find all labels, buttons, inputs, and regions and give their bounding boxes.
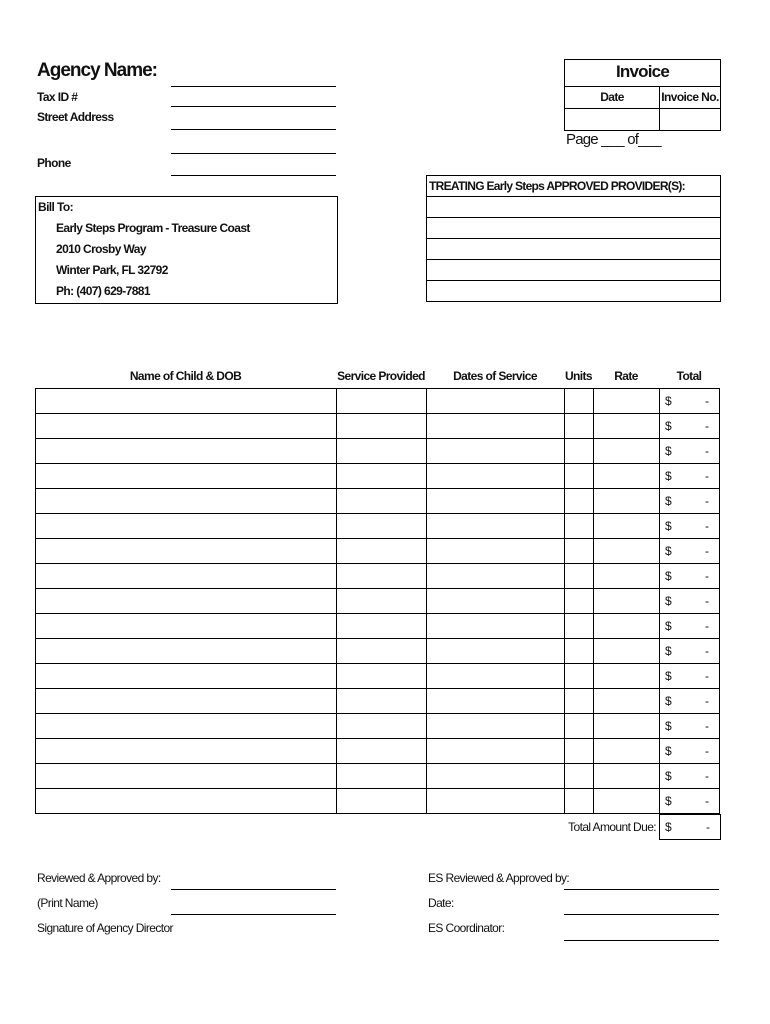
total-value: - xyxy=(705,594,709,608)
providers-header: TREATING Early Steps APPROVED PROVIDER(S): xyxy=(427,176,720,197)
street-address-line[interactable] xyxy=(171,129,336,130)
dates-cell[interactable] xyxy=(427,614,565,639)
total-cell[interactable] xyxy=(660,664,720,689)
agency-name-label: Agency Name: xyxy=(37,60,157,81)
currency-symbol: $ xyxy=(665,444,672,458)
rate-cell[interactable] xyxy=(594,514,660,539)
rate-cell[interactable] xyxy=(594,439,660,464)
date-line[interactable] xyxy=(564,914,719,915)
table-row xyxy=(36,614,720,639)
table-row xyxy=(36,664,720,689)
total-value: - xyxy=(705,744,709,758)
provider-field[interactable] xyxy=(427,239,720,260)
bill-to-line: Winter Park, FL 32792 xyxy=(56,263,168,277)
table-row xyxy=(36,764,720,789)
table-row xyxy=(36,489,720,514)
currency-symbol: $ xyxy=(665,544,672,558)
rate-cell[interactable] xyxy=(594,789,660,814)
dates-cell[interactable] xyxy=(427,789,565,814)
date-label: Date: xyxy=(428,896,454,910)
total-cell[interactable] xyxy=(660,789,720,814)
es-reviewed-line[interactable] xyxy=(564,889,719,890)
table-row xyxy=(36,389,720,414)
total-value: - xyxy=(705,569,709,583)
total-value: - xyxy=(705,544,709,558)
print-name-line[interactable] xyxy=(171,914,336,915)
bill-to-line: Ph: (407) 629-7881 xyxy=(56,284,150,298)
units-cell[interactable] xyxy=(565,714,594,739)
table-row xyxy=(36,414,720,439)
currency-symbol: $ xyxy=(665,820,672,834)
total-cell[interactable] xyxy=(660,439,720,464)
service-table xyxy=(35,388,720,814)
rate-cell[interactable] xyxy=(594,539,660,564)
units-cell[interactable] xyxy=(565,789,594,814)
total-value: - xyxy=(705,394,709,408)
rate-cell[interactable] xyxy=(594,414,660,439)
agency-name-line[interactable] xyxy=(171,86,336,87)
total-amount-due-label: Total Amount Due: xyxy=(568,820,656,834)
currency-symbol: $ xyxy=(665,519,672,533)
dates-cell[interactable] xyxy=(427,739,565,764)
total-cell[interactable] xyxy=(660,689,720,714)
total-value: - xyxy=(705,644,709,658)
currency-symbol: $ xyxy=(665,769,672,783)
print-name-label: (Print Name) xyxy=(37,896,98,910)
dates-cell[interactable] xyxy=(427,764,565,789)
total-value: - xyxy=(705,469,709,483)
table-row xyxy=(36,589,720,614)
es-coordinator-line[interactable] xyxy=(564,940,719,941)
rate-cell[interactable] xyxy=(594,714,660,739)
service-cell[interactable] xyxy=(337,764,427,789)
total-value: - xyxy=(705,794,709,808)
total-cell[interactable] xyxy=(660,764,720,789)
table-row xyxy=(36,539,720,564)
rate-cell[interactable] xyxy=(594,464,660,489)
service-cell[interactable] xyxy=(337,689,427,714)
street-address-label: Street Address xyxy=(37,110,114,124)
name-cell[interactable] xyxy=(36,639,337,664)
dates-cell[interactable] xyxy=(427,514,565,539)
signature-director-label: Signature of Agency Director xyxy=(37,921,173,935)
provider-field[interactable] xyxy=(427,281,720,301)
total-amount-value: - xyxy=(706,820,710,834)
provider-field[interactable] xyxy=(427,260,720,281)
service-cell[interactable] xyxy=(337,414,427,439)
table-row xyxy=(36,514,720,539)
service-cell[interactable] xyxy=(337,539,427,564)
service-cell[interactable] xyxy=(337,389,427,414)
name-cell[interactable] xyxy=(36,464,337,489)
units-cell[interactable] xyxy=(565,589,594,614)
total-cell[interactable] xyxy=(660,739,720,764)
total-cell[interactable] xyxy=(660,614,720,639)
dates-cell[interactable] xyxy=(427,414,565,439)
column-header-dates: Dates of Service xyxy=(453,369,537,383)
dates-cell[interactable] xyxy=(427,464,565,489)
name-cell[interactable] xyxy=(36,514,337,539)
total-cell[interactable] xyxy=(660,714,720,739)
name-cell[interactable] xyxy=(36,664,337,689)
providers-box xyxy=(426,175,721,302)
units-cell[interactable] xyxy=(565,514,594,539)
invoice-date-header: Date xyxy=(565,87,660,109)
dates-cell[interactable] xyxy=(427,589,565,614)
rate-cell[interactable] xyxy=(594,739,660,764)
units-cell[interactable] xyxy=(565,464,594,489)
total-cell[interactable] xyxy=(660,589,720,614)
currency-symbol: $ xyxy=(665,619,672,633)
rate-cell[interactable] xyxy=(594,639,660,664)
units-cell[interactable] xyxy=(565,439,594,464)
provider-field[interactable] xyxy=(427,218,720,239)
invoice-number-header: Invoice No. xyxy=(660,87,720,109)
invoice-title: Invoice xyxy=(565,60,720,87)
service-cell[interactable] xyxy=(337,664,427,689)
name-cell[interactable] xyxy=(36,689,337,714)
name-cell[interactable] xyxy=(36,539,337,564)
name-cell[interactable] xyxy=(36,789,337,814)
total-value: - xyxy=(705,494,709,508)
column-header-units: Units xyxy=(564,369,592,383)
currency-symbol: $ xyxy=(665,694,672,708)
total-cell[interactable] xyxy=(660,514,720,539)
total-value: - xyxy=(705,669,709,683)
rate-cell[interactable] xyxy=(594,764,660,789)
currency-symbol: $ xyxy=(665,669,672,683)
service-cell[interactable] xyxy=(337,789,427,814)
total-amount-due-field[interactable] xyxy=(659,814,721,840)
dates-cell[interactable] xyxy=(427,639,565,664)
service-cell[interactable] xyxy=(337,639,427,664)
rate-cell[interactable] xyxy=(594,664,660,689)
service-cell[interactable] xyxy=(337,514,427,539)
name-cell[interactable] xyxy=(36,589,337,614)
total-value: - xyxy=(705,719,709,733)
total-cell[interactable] xyxy=(660,414,720,439)
service-cell[interactable] xyxy=(337,564,427,589)
table-row xyxy=(36,439,720,464)
total-value: - xyxy=(705,769,709,783)
units-cell[interactable] xyxy=(565,739,594,764)
reviewed-approved-line[interactable] xyxy=(171,889,336,890)
total-cell[interactable] xyxy=(660,639,720,664)
tax-id-label: Tax ID # xyxy=(37,90,78,104)
rate-cell[interactable] xyxy=(594,614,660,639)
es-coordinator-label: ES Coordinator: xyxy=(428,921,505,935)
units-cell[interactable] xyxy=(565,664,594,689)
total-cell[interactable] xyxy=(660,489,720,514)
phone-label: Phone xyxy=(37,156,71,170)
table-row xyxy=(36,739,720,764)
provider-field[interactable] xyxy=(427,197,720,218)
page-of-text: Page ___ of___ xyxy=(566,131,661,148)
column-header-service: Service Provided xyxy=(337,369,425,383)
name-cell[interactable] xyxy=(36,739,337,764)
total-value: - xyxy=(705,444,709,458)
currency-symbol: $ xyxy=(665,744,672,758)
service-cell[interactable] xyxy=(337,714,427,739)
currency-symbol: $ xyxy=(665,394,672,408)
service-cell[interactable] xyxy=(337,614,427,639)
street-address-line-2[interactable] xyxy=(171,153,336,154)
service-cell[interactable] xyxy=(337,464,427,489)
currency-symbol: $ xyxy=(665,644,672,658)
column-header-total: Total xyxy=(676,369,702,383)
units-cell[interactable] xyxy=(565,489,594,514)
es-reviewed-label: ES Reviewed & Approved by: xyxy=(428,871,570,885)
rate-cell[interactable] xyxy=(594,389,660,414)
name-cell[interactable] xyxy=(36,564,337,589)
rate-cell[interactable] xyxy=(594,564,660,589)
bill-to-label: Bill To: xyxy=(38,200,73,214)
table-row xyxy=(36,639,720,664)
name-cell[interactable] xyxy=(36,614,337,639)
phone-line[interactable] xyxy=(171,175,336,176)
bill-to-box xyxy=(35,196,338,304)
total-cell[interactable] xyxy=(660,564,720,589)
dates-cell[interactable] xyxy=(427,539,565,564)
name-cell[interactable] xyxy=(36,489,337,514)
service-cell[interactable] xyxy=(337,489,427,514)
units-cell[interactable] xyxy=(565,414,594,439)
rate-cell[interactable] xyxy=(594,689,660,714)
total-value: - xyxy=(705,419,709,433)
service-cell[interactable] xyxy=(337,739,427,764)
column-header-rate: Rate xyxy=(614,369,638,383)
dates-cell[interactable] xyxy=(427,664,565,689)
units-cell[interactable] xyxy=(565,639,594,664)
tax-id-line[interactable] xyxy=(171,106,336,107)
column-header-name: Name of Child & DOB xyxy=(129,369,242,383)
total-cell[interactable] xyxy=(660,389,720,414)
units-cell[interactable] xyxy=(565,389,594,414)
reviewed-approved-label: Reviewed & Approved by: xyxy=(37,871,161,885)
currency-symbol: $ xyxy=(665,794,672,808)
units-cell[interactable] xyxy=(565,689,594,714)
invoice-box xyxy=(564,59,721,131)
total-value: - xyxy=(705,694,709,708)
table-row xyxy=(36,789,720,814)
table-row xyxy=(36,464,720,489)
currency-symbol: $ xyxy=(665,719,672,733)
total-cell[interactable] xyxy=(660,464,720,489)
units-cell[interactable] xyxy=(565,764,594,789)
rate-cell[interactable] xyxy=(594,589,660,614)
total-value: - xyxy=(705,619,709,633)
currency-symbol: $ xyxy=(665,469,672,483)
name-cell[interactable] xyxy=(36,764,337,789)
bill-to-line: 2010 Crosby Way xyxy=(56,242,146,256)
invoice-number-field[interactable] xyxy=(660,109,720,130)
table-row xyxy=(36,689,720,714)
rate-cell[interactable] xyxy=(594,489,660,514)
currency-symbol: $ xyxy=(665,594,672,608)
currency-symbol: $ xyxy=(665,569,672,583)
dates-cell[interactable] xyxy=(427,714,565,739)
service-cell[interactable] xyxy=(337,589,427,614)
name-cell[interactable] xyxy=(36,414,337,439)
table-row xyxy=(36,564,720,589)
units-cell[interactable] xyxy=(565,614,594,639)
invoice-date-field[interactable] xyxy=(565,109,660,130)
table-row xyxy=(36,714,720,739)
dates-cell[interactable] xyxy=(427,689,565,714)
service-cell[interactable] xyxy=(337,439,427,464)
name-cell[interactable] xyxy=(36,714,337,739)
name-cell[interactable] xyxy=(36,439,337,464)
name-cell[interactable] xyxy=(36,389,337,414)
dates-cell[interactable] xyxy=(427,439,565,464)
units-cell[interactable] xyxy=(565,564,594,589)
total-cell[interactable] xyxy=(660,539,720,564)
currency-symbol: $ xyxy=(665,494,672,508)
currency-symbol: $ xyxy=(665,419,672,433)
bill-to-line: Early Steps Program - Treasure Coast xyxy=(56,221,250,235)
dates-cell[interactable] xyxy=(427,564,565,589)
dates-cell[interactable] xyxy=(427,489,565,514)
units-cell[interactable] xyxy=(565,539,594,564)
total-value: - xyxy=(705,519,709,533)
dates-cell[interactable] xyxy=(427,389,565,414)
